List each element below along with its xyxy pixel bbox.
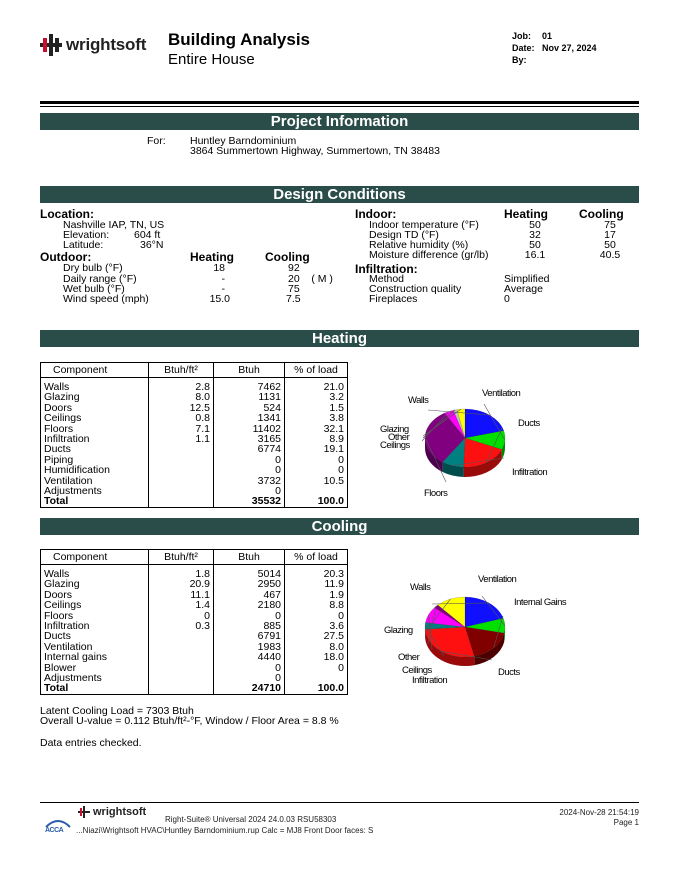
table-cell: Ducts (44, 443, 71, 456)
job-label: Job: (512, 31, 531, 41)
column-header-btuh-ft2: Btuh/ft² (149, 363, 214, 378)
table-cell: 0 (204, 609, 210, 622)
pie-label: Other (388, 432, 410, 443)
by-label: By: (512, 55, 527, 65)
total-btuh: 35532 (251, 495, 281, 508)
btuh-ft2-column (149, 565, 214, 695)
infiltration-label: Infiltration: (355, 262, 418, 276)
table-cell: Floors (44, 609, 74, 622)
column-header-btuh: Btuh (214, 550, 285, 565)
table-cell (152, 631, 210, 641)
table-cell: 8.8 (329, 599, 344, 612)
table-cell: 0 (275, 672, 281, 685)
indoor-row-heating: 50 (529, 219, 541, 231)
footer-brand: wrightsoft (93, 806, 147, 818)
table-header-row (41, 363, 348, 378)
outdoor-row-heating: - (221, 273, 225, 285)
table-cell (152, 673, 210, 683)
table-cell (152, 476, 210, 486)
table-cell: 524 (263, 401, 281, 414)
table-cell: Piping (44, 453, 74, 466)
indoor-row-cooling: 75 (604, 219, 616, 231)
table-cell: 3.2 (329, 391, 344, 404)
table-cell: 7462 (257, 381, 281, 393)
table-cell: Infiltration (44, 433, 90, 446)
location-value: Nashville IAP, TN, US (63, 219, 165, 231)
date-label: Date: (512, 43, 535, 53)
table-cell: Ventilation (44, 640, 93, 653)
pct-column (285, 378, 348, 508)
component-column (41, 378, 149, 508)
elevation-label: Elevation: (63, 229, 110, 241)
total-label: Total (44, 682, 69, 695)
pie-label: Internal Gains (514, 597, 567, 608)
table-cell: 2180 (257, 599, 281, 612)
pie-label: Ducts (518, 418, 540, 429)
footer-rule (40, 802, 639, 803)
indoor-row-cooling: 40.5 (599, 249, 621, 261)
total-btuh: 24710 (251, 682, 281, 695)
report-title: Building Analysis (168, 30, 311, 49)
table-cell: Blower (44, 661, 77, 674)
pie-label: Ventilation (482, 388, 521, 399)
btuh-ft2-column (149, 378, 214, 508)
indoor-row-cooling: 17 (604, 229, 616, 241)
table-cell: 0 (338, 609, 344, 622)
table-cell: 32.1 (323, 422, 344, 435)
acca-mark-icon (44, 815, 72, 833)
wrightsoft-logo (40, 34, 146, 56)
footer-wrightsoft-logo (78, 806, 146, 818)
indoor-row-heating: 32 (529, 229, 541, 241)
outdoor-row-label: Daily range (°F) (63, 273, 137, 285)
brand-name: wrightsoft (66, 35, 147, 54)
table-cell: 8.9 (329, 433, 344, 446)
heating-band: Heating (40, 330, 639, 347)
job-value: 01 (542, 31, 553, 41)
table-cell (152, 455, 210, 465)
component-column (41, 565, 149, 695)
outdoor-row-heating: 18 (213, 262, 225, 274)
table-cell: 6791 (257, 630, 281, 643)
acca-text: ACCA (45, 827, 64, 833)
column-header-btuh-ft2: Btuh/ft² (149, 550, 214, 565)
file-path: ...Niazi\Wrightsoft HVAC\Huntley Barndominium.rup Calc = MJ8 Front Door faces: S (76, 826, 374, 835)
infiltration-row-value: 0 (504, 293, 510, 305)
table-cell: Adjustments (44, 485, 102, 498)
table-cell (152, 642, 210, 652)
table-cell: 11402 (252, 422, 281, 435)
table-cell: 0 (338, 464, 344, 477)
header-rule-thin (40, 106, 639, 107)
elevation-value: 604 ft (134, 229, 161, 241)
table-cell: Glazing (44, 578, 80, 591)
table-cell (152, 652, 210, 662)
table-cell: 0 (338, 453, 344, 466)
outdoor-row-cooling: 75 (288, 283, 300, 295)
infiltration-row-label: Method (369, 273, 405, 285)
table-cell: Adjustments (44, 672, 102, 685)
total-label: Total (44, 495, 69, 508)
table-header-row (41, 550, 348, 565)
print-timestamp: 2024-Nov-28 21:54:19 (559, 808, 639, 817)
table-cell: Ceilings (44, 599, 82, 612)
pie-label: Glazing (380, 424, 409, 435)
table-cell: Ventilation (44, 474, 93, 487)
total-pct: 100.0 (317, 495, 344, 508)
software-version: Right-Suite® Universal 2024 24.0.03 RSU58303 (165, 815, 337, 824)
latitude-label: Latitude: (63, 239, 104, 251)
table-cell: 0 (275, 661, 281, 674)
table-cell (152, 465, 210, 475)
total-pct: 100.0 (317, 682, 344, 695)
table-cell: 1341 (257, 412, 281, 425)
table-cell: 1983 (257, 640, 281, 653)
infiltration-row-value: Average (504, 283, 543, 295)
table-cell: 20.3 (323, 568, 344, 580)
cooling-pie-chart (370, 560, 570, 695)
data-checked-note: Data entries checked. (40, 737, 142, 749)
pie-label: Infiltration (512, 467, 548, 478)
table-cell: 3.6 (329, 620, 344, 633)
outdoor-label: Outdoor: (40, 250, 92, 264)
job-meta (512, 30, 597, 66)
btuh-column (214, 565, 285, 695)
indoor-row-label: Indoor temperature (°F) (369, 219, 479, 231)
table-cell: 3.8 (329, 412, 344, 425)
report-subtitle: Entire House (168, 51, 255, 68)
table-cell: Doors (44, 588, 73, 601)
table-cell: 0 (275, 485, 281, 498)
indoor-row-heating: 16.1 (524, 249, 546, 261)
outdoor-cooling-header: Cooling (265, 250, 310, 264)
pie-label: Floors (424, 488, 448, 499)
pie-label: Glazing (384, 625, 413, 636)
table-cell: 3732 (257, 474, 281, 487)
table-cell: 0.8 (195, 412, 210, 425)
table-cell: Infiltration (44, 620, 90, 633)
table-cell: Ducts (44, 630, 71, 643)
cooling-load-table (40, 549, 348, 695)
table-cell: 1.1 (195, 433, 210, 446)
pie-label: Walls (410, 582, 431, 593)
latitude-value: 36°N (140, 239, 164, 251)
table-cell: 1.9 (329, 588, 344, 601)
indoor-row-label: Moisture difference (gr/lb) (369, 249, 489, 261)
table-cell: 12.5 (189, 401, 210, 414)
outdoor-row-cooling: 7.5 (286, 293, 301, 305)
project-information-band: Project Information (40, 113, 639, 130)
table-cell: 19.1 (323, 443, 344, 456)
table-cell: Walls (44, 381, 70, 393)
indoor-row-heating: 50 (529, 239, 541, 251)
for-label: For: (147, 135, 166, 147)
pie-label: Other (398, 652, 420, 663)
table-cell: 1.8 (195, 568, 210, 580)
footer-cross-icon (78, 806, 90, 818)
table-cell: 0.3 (195, 620, 210, 633)
outdoor-row-label: Wind speed (mph) (63, 293, 149, 305)
cooling-band: Cooling (40, 518, 639, 535)
table-cell: Humidification (44, 464, 110, 477)
table-cell: Doors (44, 401, 73, 414)
pct-column (285, 565, 348, 695)
u-value-note: Overall U-value = 0.112 Btuh/ft²-°F, Window / Floor Area = 8.8 % (40, 715, 339, 727)
table-cell: 885 (263, 620, 281, 633)
table-body-row (41, 378, 348, 508)
indoor-row-cooling: 50 (604, 239, 616, 251)
client-address: 3864 Summertown Highway, Summertown, TN 38483 (190, 145, 440, 157)
indoor-row-label: Design TD (°F) (369, 229, 439, 241)
table-cell: Floors (44, 422, 74, 435)
outdoor-row-heating: - (221, 283, 225, 295)
outdoor-row-cooling: 20 ( M ) (288, 273, 333, 285)
indoor-cooling-header: Cooling (579, 207, 624, 221)
column-header-component: Component (41, 363, 149, 378)
client-name: Huntley Barndominium (190, 135, 297, 147)
table-cell: 18.0 (323, 651, 344, 664)
table-cell: Internal gains (44, 651, 108, 664)
heating-load-table (40, 362, 348, 508)
latent-cooling-note: Latent Cooling Load = 7303 Btuh (40, 705, 194, 717)
table-cell: 11.9 (324, 578, 344, 591)
table-cell: 7.1 (195, 422, 210, 435)
column-header-pct: % of load (285, 550, 348, 565)
heating-pie-chart (360, 370, 560, 510)
pie-label: Ducts (498, 667, 520, 678)
wrightsoft-cross-icon (40, 34, 62, 56)
pie-label: Walls (408, 395, 429, 406)
pie-label: Ceilings (380, 440, 410, 451)
table-cell: 0 (275, 453, 281, 466)
indoor-row-label: Relative humidity (%) (369, 239, 469, 251)
design-conditions-band: Design Conditions (40, 186, 639, 203)
table-cell: 1131 (258, 391, 281, 404)
btuh-column (214, 378, 285, 508)
table-cell (152, 486, 210, 496)
table-cell: 11.1 (190, 588, 210, 601)
table-cell: 8.0 (329, 640, 344, 653)
table-cell: 21.0 (323, 381, 344, 393)
table-cell: 2950 (257, 578, 281, 591)
table-cell: 0 (275, 464, 281, 477)
infiltration-row-label: Fireplaces (369, 293, 418, 305)
table-cell: 1.4 (195, 599, 210, 612)
table-cell (152, 444, 210, 454)
outdoor-heating-header: Heating (190, 250, 235, 264)
infiltration-row-label: Construction quality (369, 283, 462, 295)
page-number: Page 1 (613, 818, 639, 827)
table-cell: 0 (275, 609, 281, 622)
table-cell: 6774 (257, 443, 281, 456)
table-cell: 5014 (257, 568, 281, 580)
table-cell: 467 (263, 588, 281, 601)
table-cell: Ceilings (44, 412, 82, 425)
column-header-pct: % of load (285, 363, 348, 378)
acca-logo (44, 815, 72, 833)
infiltration-row-value: Simplified (504, 273, 550, 285)
table-cell: Glazing (44, 391, 80, 404)
pie-label: Infiltration (412, 675, 448, 686)
indoor-label: Indoor: (355, 207, 397, 221)
table-cell: 8.0 (195, 391, 210, 404)
table-cell (152, 663, 210, 673)
outdoor-row-heating: 15.0 (209, 293, 230, 305)
column-header-btuh: Btuh (214, 363, 285, 378)
header-rule-thick (40, 101, 639, 104)
pie-label: Ventilation (478, 574, 517, 585)
table-cell: 4440 (257, 651, 281, 664)
table-body-row (41, 565, 348, 695)
outdoor-row-label: Wet bulb (°F) (63, 283, 125, 295)
date-value: Nov 27, 2024 (542, 43, 597, 53)
table-cell: 20.9 (189, 578, 210, 591)
column-header-component: Component (41, 550, 149, 565)
table-cell: 2.8 (195, 381, 210, 393)
table-cell: 10.5 (323, 474, 344, 487)
report-title-block (168, 30, 310, 68)
table-cell: 27.5 (323, 630, 344, 643)
table-cell: 1.5 (329, 401, 344, 414)
indoor-heating-header: Heating (504, 207, 549, 221)
outdoor-row-cooling: 92 (288, 262, 300, 274)
pie-label: Ceilings (402, 665, 432, 676)
table-cell: 3165 (257, 433, 281, 446)
table-cell: Walls (44, 568, 70, 580)
table-cell: 0 (338, 661, 344, 674)
location-label: Location: (40, 207, 94, 221)
outdoor-row-label: Dry bulb (°F) (63, 262, 123, 274)
